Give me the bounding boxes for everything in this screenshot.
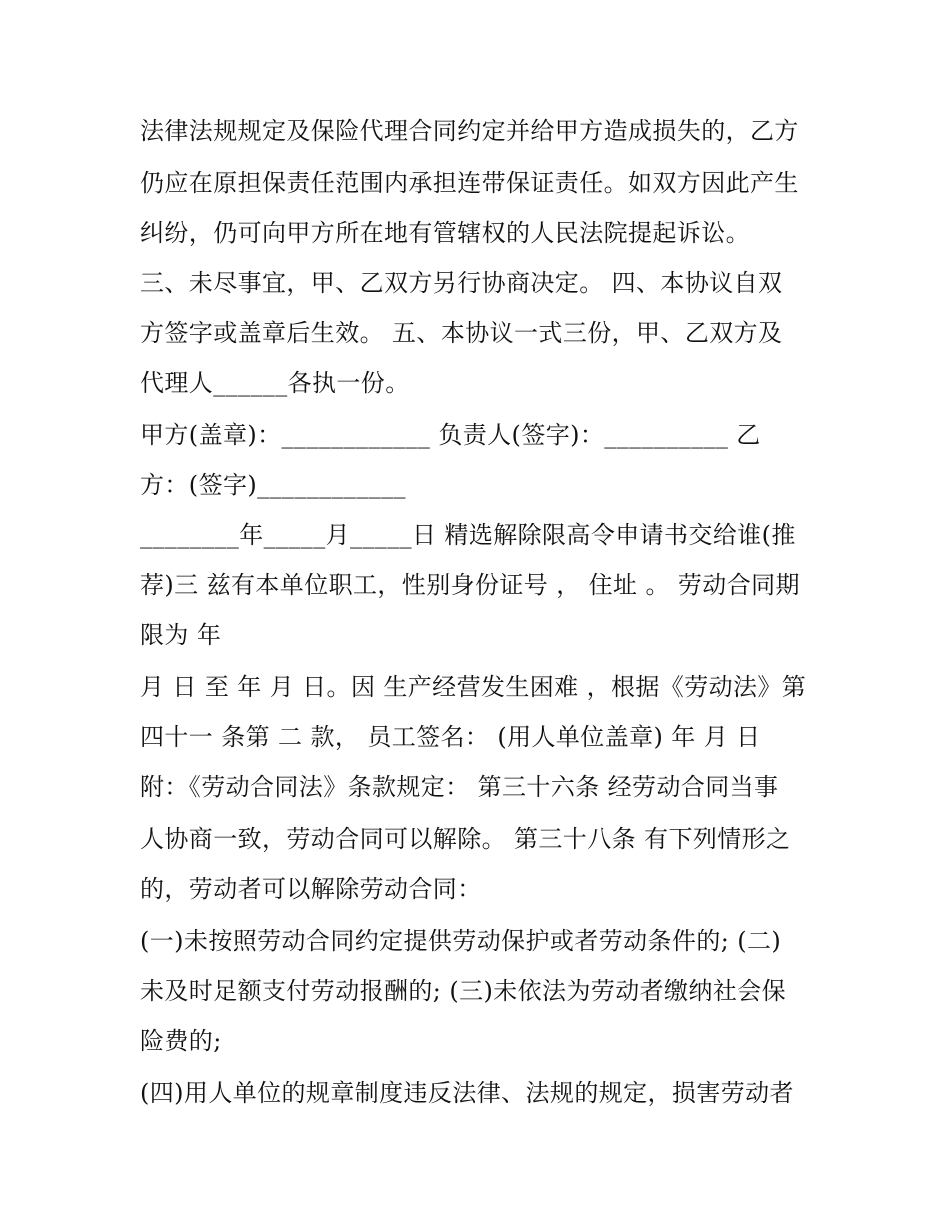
text-line: 仍应在原担保责任范围内承担连带保证责任。如双方因此产生 <box>140 169 799 197</box>
text-line: 甲方(盖章)：____________ 负责人(签字)：__________ 乙 <box>140 421 761 449</box>
text-line: 荐)三 兹有本单位职工，性别身份证号 ， 住址 。 劳动合同期 <box>140 571 800 599</box>
text-line: 四十一 条第 二 款， 员工签名： (用人单位盖章) 年 月 日 <box>140 723 761 751</box>
text-line: (四)用人单位的规章制度违反法律、法规的规定，损害劳动者 <box>140 1079 794 1107</box>
text-line: 三、未尽事宜，甲、乙双方另行协商决定。 四、本协议自双 <box>140 269 783 297</box>
text-line: 法律法规规定及保险代理合同约定并给甲方造成损失的，乙方 <box>140 117 799 145</box>
text-line: 方签字或盖章后生效。 五、本协议一式三份，甲、乙双方及 <box>140 319 783 347</box>
text-line: 月 日 至 年 月 日。因 生产经营发生困难 ，根据《劳动法》第 <box>140 673 807 701</box>
text-line: 险费的; <box>140 1027 222 1055</box>
text-line: ________年_____月_____日 精选解除限高令申请书交给谁(推 <box>140 521 796 549</box>
text-line: (一)未按照劳动合同约定提供劳动保护或者劳动条件的; (二) <box>140 927 782 955</box>
text-line: 方：(签字)____________ <box>140 471 406 499</box>
text-line: 未及时足额支付劳动报酬的; (三)未依法为劳动者缴纳社会保 <box>140 977 787 1005</box>
text-line: 代理人______各执一份。 <box>140 369 410 397</box>
text-line: 纠纷，仍可向甲方所在地有管辖权的人民法院提起诉讼。 <box>140 219 750 247</box>
text-line: 人协商一致，劳动合同可以解除。 第三十八条 有下列情形之 <box>140 825 791 853</box>
text-line: 的，劳动者可以解除劳动合同： <box>140 875 482 903</box>
text-line: 附：《劳动合同法》条款规定： 第三十六条 经劳动合同当事 <box>140 773 779 801</box>
text-line: 限为 年 <box>140 621 222 649</box>
